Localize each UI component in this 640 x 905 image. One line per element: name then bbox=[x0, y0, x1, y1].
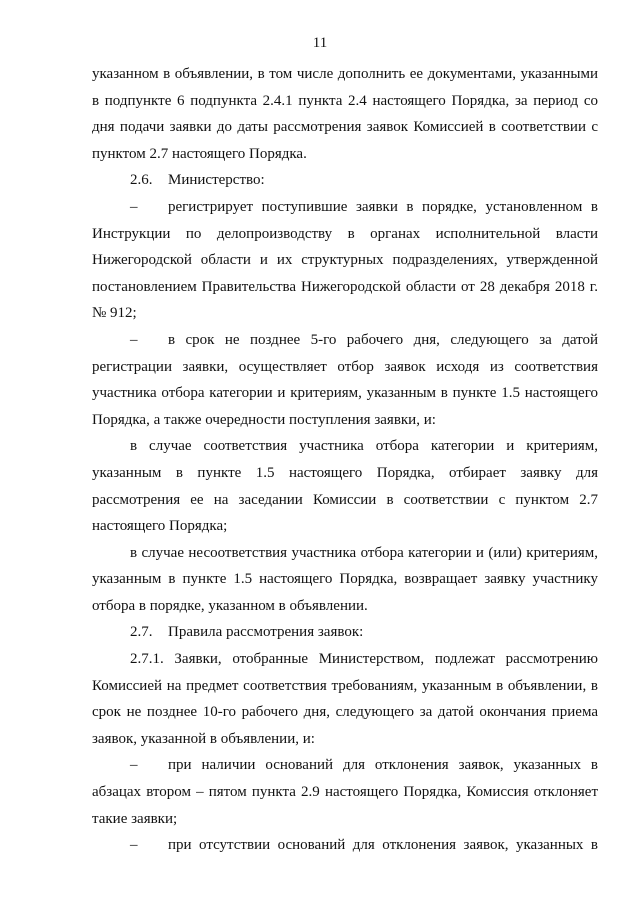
dash-marker: – bbox=[130, 331, 138, 348]
dash-item-first-line: при отсутствии оснований для отклонения заявок, указанных в bbox=[168, 837, 598, 854]
dash-item bbox=[92, 194, 598, 327]
paragraph: 2.7.1. Заявки, отобранные Министерством, подлежат рассмотрению Комиссией на предмет соответствия требованиям, указанным в объявлении, в срок не позднее 10-го рабочего дня, следующего за датой окончания приема заявок, указанной в объявлении, и: bbox=[92, 651, 598, 747]
dash-marker: – bbox=[130, 757, 138, 774]
paragraph: указанном в объявлении, в том числе дополнить ее документами, указанными в подпункте 6 подпункта 2.4.1 пункта 2.4 настоящего Порядка, за период со дня подачи заявки до даты рассмотрения заявок Комиссией в соответствии с пунктом 2.7 настоящего Порядка. bbox=[92, 66, 598, 162]
dash-marker: – bbox=[130, 198, 138, 215]
section-title: Министерство: bbox=[168, 172, 265, 189]
dash-item-first-line: при наличии оснований для отклонения заявок, указанных в bbox=[168, 757, 598, 774]
section-title: Правила рассмотрения заявок: bbox=[168, 624, 364, 641]
dash-item-continuation: абзацах втором – пятом пункта 2.9 настоящего Порядка, Комиссия отклоняет такие заявки; bbox=[92, 784, 598, 827]
dash-item bbox=[92, 752, 598, 832]
page-number: 11 bbox=[312, 35, 328, 51]
document-body bbox=[92, 61, 598, 859]
section-number: 2.7. bbox=[130, 624, 153, 641]
dash-item-first-line: в срок не позднее 5-го рабочего дня, следующего за датой bbox=[168, 331, 598, 348]
section-number: 2.6. bbox=[130, 172, 153, 189]
dash-item-first-line: регистрирует поступившие заявки в порядке, установленном в bbox=[168, 198, 598, 215]
dash-marker: – bbox=[130, 837, 138, 854]
dash-item-continuation: Инструкции по делопроизводству в органах исполнительной власти Нижегородской области и их структурных подразделениях, утвержденной постановлением Правительства Нижегородской области от 28 декабря 2018 г. № 912; bbox=[92, 225, 598, 322]
section-heading bbox=[92, 167, 598, 194]
dash-item bbox=[92, 832, 598, 859]
paragraph: в случае несоответствия участника отбора категории и (или) критериям, указанным в пункте 1.5 настоящего Порядка, возвращает заявку участнику отбора в порядке, указанном в объявлении. bbox=[92, 544, 598, 614]
section-heading bbox=[92, 619, 598, 646]
dash-item bbox=[92, 327, 598, 433]
dash-item-continuation: регистрации заявки, осуществляет отбор заявок исходя из соответствия участника отбора категории и критериям, указанным в пункте 1.5 настоящего Порядка, а также очередности поступления заявки, и: bbox=[92, 358, 598, 428]
paragraph: в случае соответствия участника отбора категории и критериям, указанным в пункте 1.5 настоящего Порядка, отбирает заявку для рассмотрения ее на заседании Комиссии в соответствии с пунктом 2.7 настоящего Порядка; bbox=[92, 438, 598, 535]
